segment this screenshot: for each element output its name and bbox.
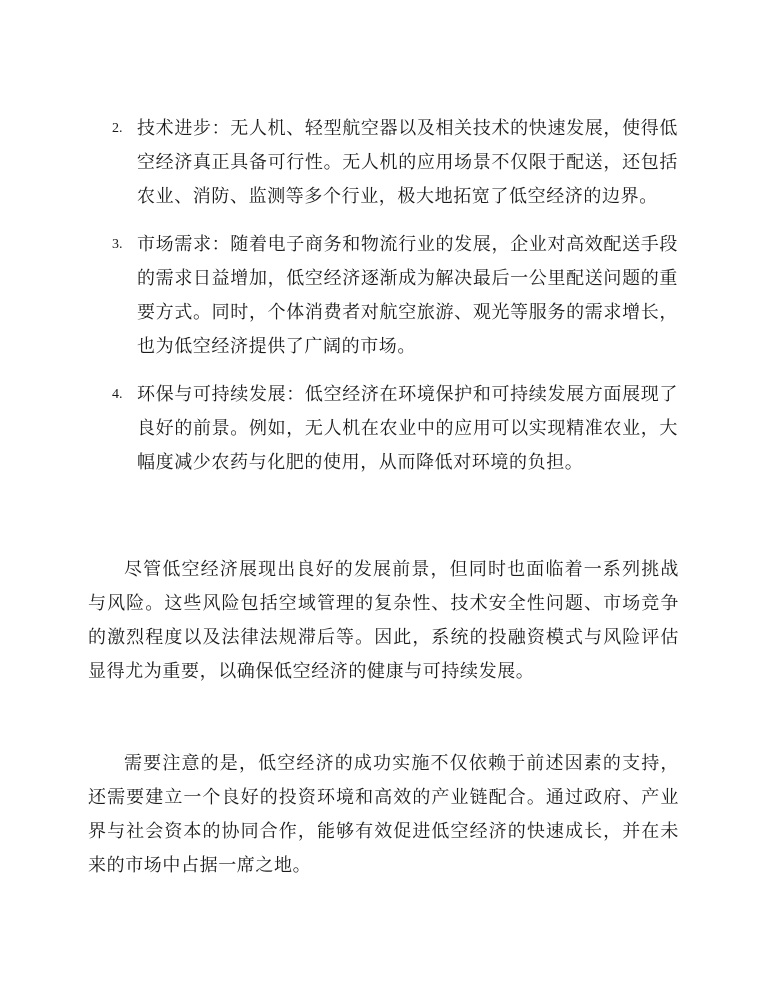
list-item-text: 环保与可持续发展：低空经济在环境保护和可持续发展方面展现了良好的前景。例如，无人机在农业中的应用可以实现精准农业，大幅度减少农药与化肥的使用，从而降低对环境的负担。 <box>137 384 678 473</box>
list-item <box>112 228 678 364</box>
list-item <box>112 378 678 480</box>
list-item <box>112 112 678 214</box>
list-item-number: 3. <box>112 237 123 252</box>
list-item-text: 技术进步：无人机、轻型航空器以及相关技术的快速发展，使得低空经济真正具备可行性。无人机的应用场景不仅限于配送，还包括农业、消防、监测等多个行业，极大地拓宽了低空经济的边界。 <box>137 118 678 207</box>
body-paragraph-conclusion: 需要注意的是，低空经济的成功实施不仅依赖于前述因素的支持，还需要建立一个良好的投资环境和高效的产业链配合。通过政府、产业界与社会资本的协同合作，能够有效促进低空经济的快速成长，并在未来的市场中占据一席之地。 <box>88 753 679 876</box>
body-paragraph-risks: 尽管低空经济展现出良好的发展前景，但同时也面临着一系列挑战与风险。这些风险包括空域管理的复杂性、技术安全性问题、市场竞争的激烈程度以及法律法规滞后等。因此，系统的投融资模式与风险评估显得尤为重要，以确保低空经济的健康与可持续发展。 <box>88 559 679 682</box>
list-item-number: 4. <box>112 387 123 402</box>
numbered-list <box>112 112 678 494</box>
list-item-text: 市场需求：随着电子商务和物流行业的发展，企业对高效配送手段的需求日益增加，低空经济逐渐成为解决最后一公里配送问题的重要方式。同时，个体消费者对航空旅游、观光等服务的需求增长，也为低空经济提供了广阔的市场。 <box>137 234 678 357</box>
list-item-number: 2. <box>112 121 123 136</box>
